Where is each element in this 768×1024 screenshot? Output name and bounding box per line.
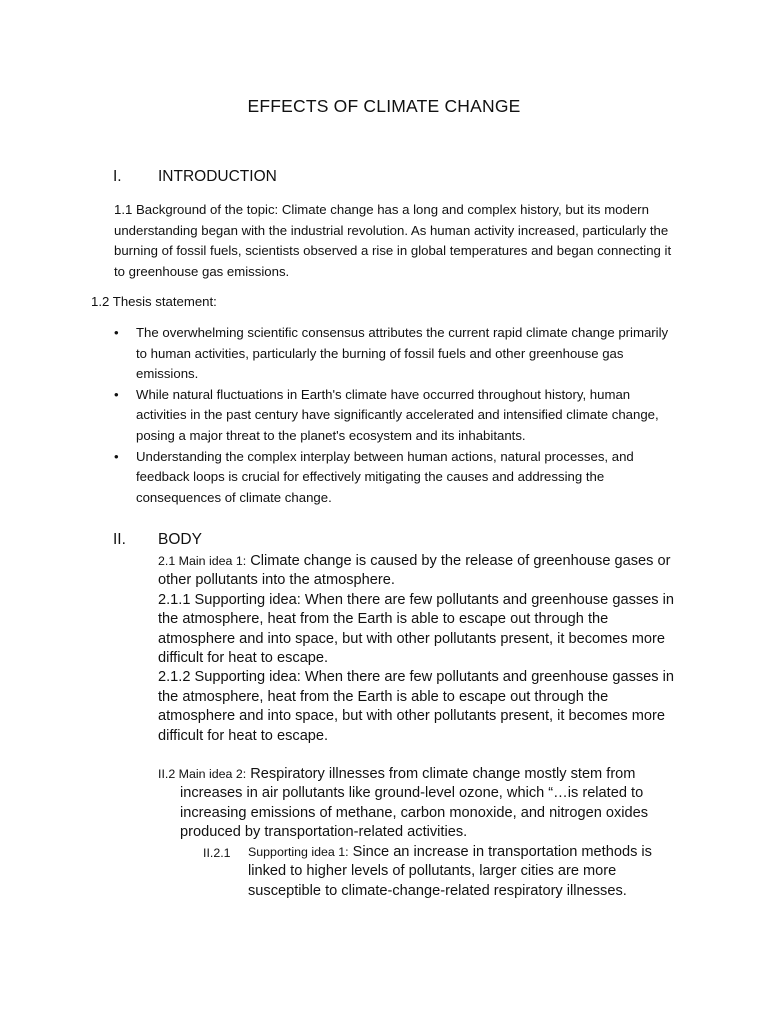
section-title: BODY bbox=[158, 531, 202, 548]
supporting-idea-2-1-2: 2.1.2 Supporting idea: When there are few pollutants and greenhouse gasses in the atmosphere, heat from the Earth is able to escape out through the atmosphere and into space, but with other pollutants present, it becomes more difficult for heat to escape. bbox=[158, 669, 674, 744]
thesis-label-text: 1.2 Thesis statement: bbox=[91, 294, 217, 309]
main-idea-2-block bbox=[158, 765, 688, 843]
bullet-text: Understanding the complex interplay between human actions, natural processes, and feedback loops is crucial for effectively mitigating the causes and addressing the consequences of climate change. bbox=[136, 448, 634, 505]
background-label: 1.1 Background of the topic: bbox=[114, 202, 279, 217]
supporting-idea-2-1-1: 2.1.1 Supporting idea: When there are few pollutants and greenhouse gasses in the atmosphere, heat from the Earth is able to escape out through the atmosphere and into space, but with other pollutants present, it becomes more difficult for heat to escape. bbox=[158, 591, 674, 667]
bullet-text: The overwhelming scientific consensus attributes the current rapid climate change primarily to human activities, particularly the burning of fossil fuels and other greenhouse gas emissions. bbox=[136, 325, 669, 382]
section-title: INTRODUCTION bbox=[158, 168, 277, 185]
main-idea-2-text: Respiratory illnesses from climate change mostly stem from increases in air pollutants like ground-level ozone, which “…is related to increasing emissions of methane, carbon monoxide, and nitrogen oxides produced by transportation-related activities. bbox=[180, 766, 649, 841]
background-paragraph bbox=[114, 200, 684, 282]
main-idea-1-block bbox=[158, 552, 688, 746]
main-idea-1-label: 2.1 Main idea 1: bbox=[158, 554, 247, 568]
bullet-icon: • bbox=[114, 325, 119, 340]
supporting-idea-text: Since an increase in transportation methods is linked to higher levels of pollutants, larger cities are more susceptible to climate-change-related respiratory illnesses. bbox=[248, 844, 652, 899]
bullet-icon: • bbox=[114, 448, 119, 464]
main-idea-1-text: Climate change is caused by the release of greenhouse gases or other pollutants into the atmosphere. bbox=[158, 553, 671, 589]
section-number: I. bbox=[113, 168, 122, 185]
thesis-bullet-list bbox=[114, 323, 674, 508]
supporting-idea-2-2-1-block bbox=[203, 843, 693, 901]
section-number: II. bbox=[113, 531, 126, 548]
list-item bbox=[114, 385, 674, 447]
background-text: Climate change has a long and complex history, but its modern understanding began with the industrial revolution. As human activity increased, particularly the burning of fossil fuels, scientists observed a rise in global temperatures and began connecting it to greenhouse gas emissions. bbox=[114, 202, 672, 279]
list-item bbox=[114, 447, 674, 509]
list-item bbox=[114, 323, 674, 385]
supporting-idea-label: Supporting idea 1: bbox=[248, 845, 349, 859]
bullet-text: While natural fluctuations in Earth's climate have occurred throughout history, human activities in the past century have significantly accelerated and intensified climate change, posing a major threat to the planet's ecosystem and its inhabitants. bbox=[136, 386, 659, 443]
bullet-icon: • bbox=[114, 386, 119, 402]
main-idea-2-label: II.2 Main idea 2: bbox=[158, 767, 247, 781]
document-title: EFFECTS OF CLIMATE CHANGE bbox=[247, 96, 521, 116]
thesis-label bbox=[91, 292, 391, 313]
supporting-idea-number: II.2.1 bbox=[203, 846, 231, 860]
